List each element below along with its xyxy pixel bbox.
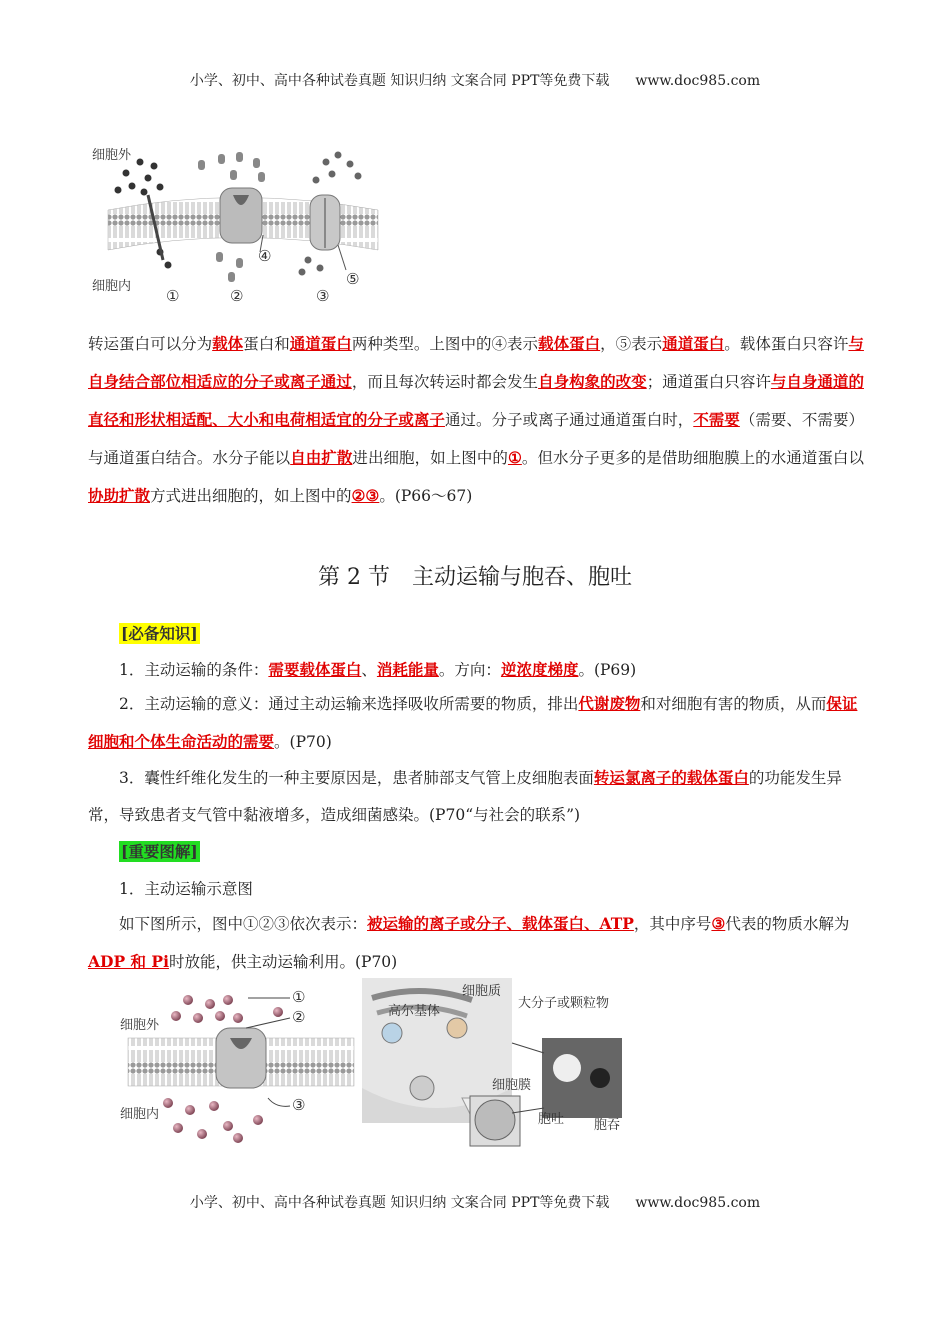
answer: ③: [711, 914, 726, 933]
tag-required-knowledge: [88, 622, 895, 644]
mark-3: ③: [292, 1096, 306, 1114]
mark-1: ①: [292, 988, 306, 1006]
answer: 逆浓度梯度: [500, 660, 579, 679]
diagram-subtitle: 1．主动运输示意图: [119, 880, 253, 898]
tag-label: [必备知识]: [121, 624, 198, 643]
label-outside: 细胞外: [92, 148, 132, 163]
answer: 载体: [212, 334, 244, 353]
tag-important-diagrams: [88, 840, 895, 862]
answer: 载体蛋白: [538, 334, 601, 353]
answer: 被运输的离子或分子、载体蛋白、ATP: [367, 914, 634, 933]
section-title: 第 2 节 主动运输与胞吞、胞吐: [318, 565, 632, 590]
endo-exocytosis-diagram: [362, 978, 632, 1148]
label-macromolecule: 大分子或颗粒物: [518, 996, 610, 1011]
tag-label: [重要图解]: [121, 842, 198, 861]
label-golgi: 高尔基体: [388, 1004, 441, 1019]
header-url[interactable]: www.doc985.com: [635, 73, 761, 89]
mark-3: ③: [316, 287, 330, 305]
active-transport-drawing: [118, 988, 358, 1148]
label-inside: 细胞内: [120, 1107, 160, 1122]
answer: 与自身通道的直径和形状相适配、大小和电荷相适宜的分子或离子: [88, 372, 864, 429]
mark-2: ②: [292, 1008, 306, 1026]
answer: ②③: [351, 486, 380, 505]
answer: 代谢废物: [578, 694, 641, 713]
text: 3．囊性纤维化发生的一种主要原因是，患者肺部支气管上皮细胞表面: [119, 769, 594, 787]
answer: 通道蛋白: [289, 334, 352, 353]
text: 的功能发生异常，导致患者支气管中黏液增多，造成细菌感染。(P70“与社会的联系”): [88, 769, 842, 824]
text: 时放能，供主动运输利用。(P70): [168, 953, 398, 971]
text: 两种类型。上图中的④表示: [351, 335, 539, 353]
text: 代表的物质水解为: [725, 915, 850, 933]
mark-5: ⑤: [346, 270, 360, 288]
text: 转运蛋白可以分为: [88, 335, 213, 353]
text: 、: [361, 661, 377, 679]
answer: 不需要: [693, 410, 740, 429]
knowledge-item-1: [88, 658, 895, 680]
text: 蛋白和: [243, 335, 290, 353]
text: ；通道蛋白只容许: [646, 373, 771, 391]
label-endocytosis: 胞吞: [594, 1118, 621, 1133]
text: 。(P66～67): [379, 487, 473, 505]
page-footer: [0, 1192, 950, 1212]
text: 。(P70): [274, 733, 332, 751]
mark-4: ④: [258, 247, 272, 265]
text: 2．主动运输的意义：通过主动运输来选择吸收所需要的物质，排出: [119, 695, 579, 713]
membrane-diagram-passive: [88, 140, 388, 310]
label-cytoplasm: 细胞质: [462, 984, 502, 999]
answer: 自身构象的改变: [538, 372, 647, 391]
answer: 与自身结合部位相适应的分子或离子通过: [88, 334, 864, 391]
header-text: 小学、初中、高中各种试卷真题 知识归纳 文案合同 PPT等免费下载: [189, 73, 610, 89]
answer: ADP 和 Pi: [88, 952, 169, 971]
text: 通过。分子或离子通过通道蛋白时，: [444, 411, 694, 429]
page-header: [0, 70, 950, 90]
label-outside: 细胞外: [120, 1018, 160, 1033]
active-transport-diagram: [118, 988, 358, 1148]
text: 。方向：: [438, 661, 501, 679]
answer: 需要载体蛋白: [268, 660, 362, 679]
answer: 转运氯离子的载体蛋白: [593, 768, 749, 787]
answer: 消耗能量: [376, 660, 439, 679]
label-membrane: 细胞膜: [492, 1078, 532, 1093]
mark-2: ②: [230, 287, 244, 305]
text: 进出细胞，如上图中的: [352, 449, 508, 467]
footer-url[interactable]: www.doc985.com: [635, 1195, 761, 1211]
text: ，而且每次转运时都会发生: [351, 373, 539, 391]
answer: 协助扩散: [88, 486, 151, 505]
text: 。载体蛋白只容许: [724, 335, 849, 353]
text: 和对细胞有害的物质，从而: [640, 695, 827, 713]
knowledge-item-2: [88, 685, 864, 761]
text: 。(P69): [578, 661, 637, 679]
text: 。但水分子更多的是借助细胞膜上的水通道蛋白以: [521, 449, 864, 467]
answer: 自由扩散: [290, 448, 353, 467]
paragraph-transport-proteins: [88, 325, 864, 515]
text: 方式进出细胞的，如上图中的: [150, 487, 352, 505]
label-exocytosis: 胞吐: [538, 1112, 565, 1127]
answer: ①: [507, 448, 522, 467]
knowledge-item-3: [88, 759, 864, 834]
text: 如下图所示，图中①②③依次表示：: [119, 915, 368, 933]
answer: 通道蛋白: [662, 334, 725, 353]
text: ，⑤表示: [600, 335, 663, 353]
text: ，其中序号: [633, 915, 712, 933]
text: （需要、不需要）与通道蛋白结合。水分子能以: [88, 411, 864, 467]
answer: 保证细胞和个体生命活动的需要: [88, 694, 858, 751]
footer-text: 小学、初中、高中各种试卷真题 知识归纳 文案合同 PPT等免费下载: [189, 1195, 610, 1211]
mark-1: ①: [166, 287, 180, 305]
text: 1．主动运输的条件：: [119, 661, 269, 679]
membrane-drawing: [88, 140, 388, 310]
diagram-explanation: [88, 905, 864, 981]
label-inside: 细胞内: [92, 279, 132, 294]
